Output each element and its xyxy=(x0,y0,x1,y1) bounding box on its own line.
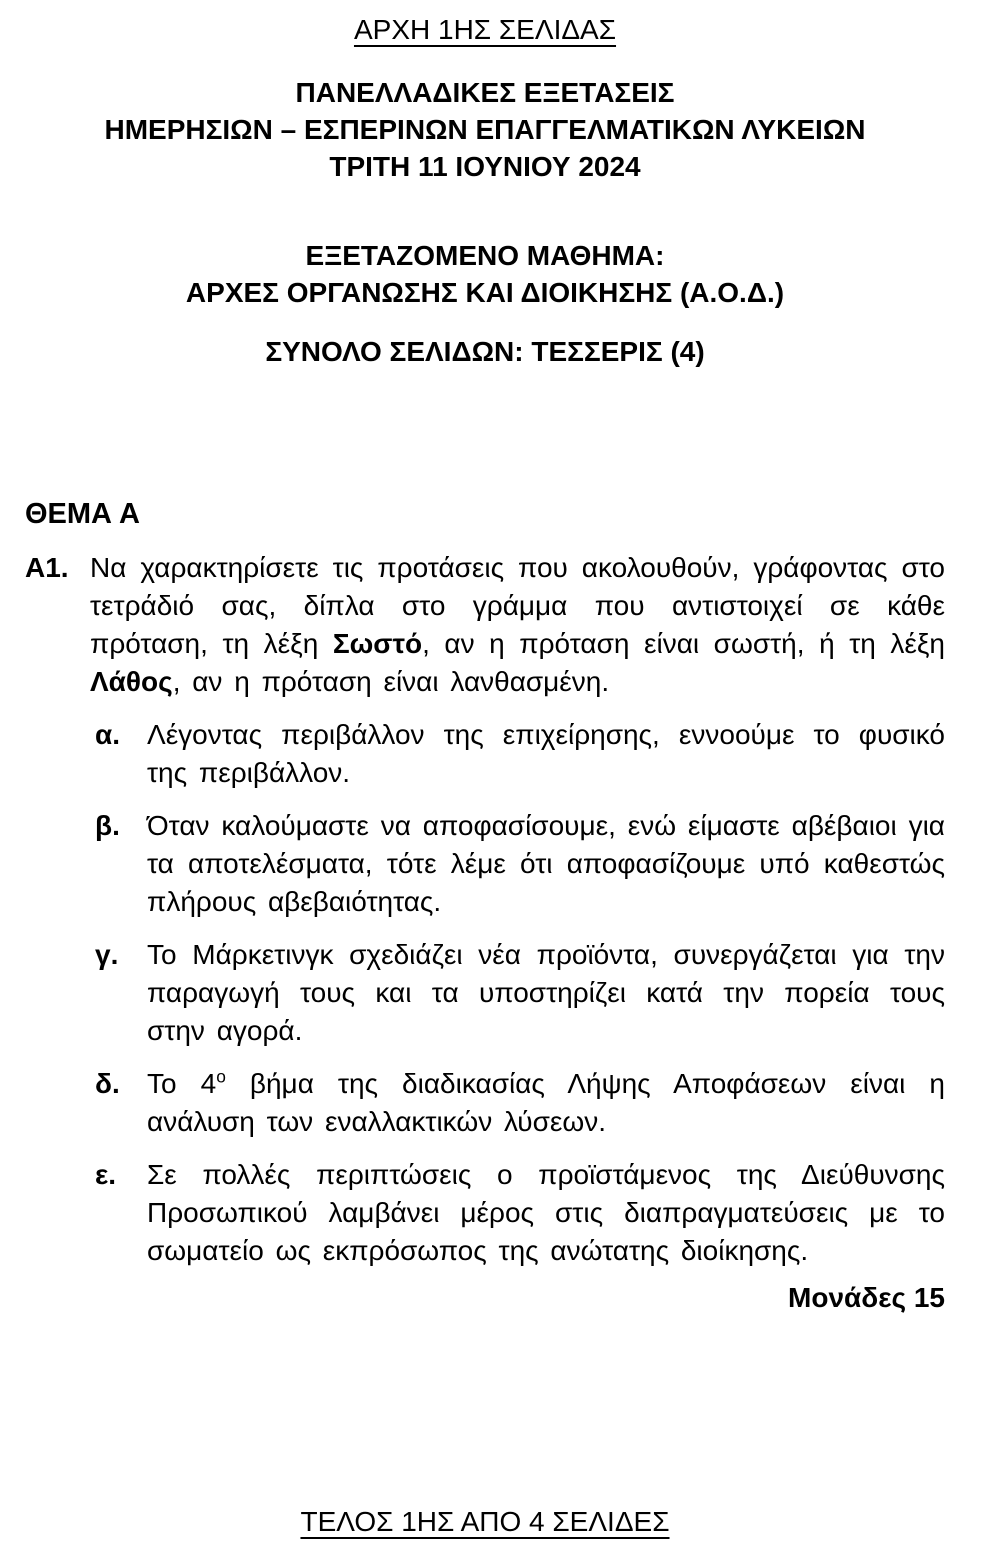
statement-item-delta-text-after: βήμα της διαδικασίας Λήψης Αποφάσεων είναι η ανάλυση των εναλλακτικών λύσεων. xyxy=(147,1068,945,1137)
statement-item-delta-label: δ. xyxy=(95,1068,120,1099)
page-start-marker-text: ΑΡΧΗ 1ΗΣ ΣΕΛΙΔΑΣ xyxy=(353,14,617,45)
points-row xyxy=(25,1282,945,1314)
statement-item-delta-text-before: Το 4 xyxy=(147,1068,217,1099)
exam-title-block xyxy=(25,74,945,185)
points-value: Μονάδες 15 xyxy=(788,1282,945,1313)
statement-item-epsilon-text: Σε πολλές περιπτώσεις ο προϊστάμενος της Διεύθυνσης Προσωπικού λαμβάνει μέρος στις διαπραγματεύσεις με το σωματείο ως εκπρόσωπος της ανώτατης διοίκησης. xyxy=(147,1159,945,1266)
statement-item-beta-text: Όταν καλούμαστε να αποφασίσουμε, ενώ είμαστε αβέβαιοι για τα αποτελέσματα, τότε λέμε ότι αποφασίζουμε υπό καθεστώς πλήρους αβεβαιότητας. xyxy=(147,810,945,917)
statement-item-beta-label: β. xyxy=(95,810,120,841)
page-start-marker xyxy=(25,14,945,46)
statement-item-alpha-label: α. xyxy=(95,719,120,750)
exam-date: ΤΡΙΤΗ 11 ΙΟΥΝΙΟΥ 2024 xyxy=(329,151,641,182)
page-end-marker xyxy=(25,1506,945,1538)
question-a1-intro-part: Να χαρακτηρίσετε τις προτάσεις που ακολουθούν, γράφοντας στο τετράδιό σας, δίπλα στο γράμμα που αντιστοιχεί σε κάθε πρόταση, τη λέξη xyxy=(90,552,945,659)
statement-item-gamma-text: Το Μάρκετινγκ σχεδιάζει νέα προϊόντα, συνεργάζεται για την παραγωγή τους και τα υποστηρίζει κατά την πορεία τους στην αγορά. xyxy=(147,939,945,1046)
statement-item-delta-ordinal-sup: ο xyxy=(216,1066,226,1087)
statement-item-alpha-text: Λέγοντας περιβάλλον της επιχείρησης, εννοούμε το φυσικό της περιβάλλον. xyxy=(147,719,945,788)
exam-title-line2: ΗΜΕΡΗΣΙΩΝ – ΕΣΠΕΡΙΝΩΝ ΕΠΑΓΓΕΛΜΑΤΙΚΩΝ ΛΥΚΕΙΩΝ xyxy=(104,114,866,145)
statement-item-epsilon xyxy=(95,1156,945,1270)
statement-item-epsilon-label: ε. xyxy=(95,1159,117,1190)
statement-list xyxy=(95,716,945,1270)
statement-item-beta xyxy=(95,807,945,921)
page-end-marker-text: ΤΕΛΟΣ 1ΗΣ ΑΠΟ 4 ΣΕΛΙΔΕΣ xyxy=(300,1506,670,1537)
question-a1-keyword-correct: Σωστό xyxy=(332,628,423,659)
question-a1 xyxy=(25,549,945,701)
question-a1-intro-part: , αν η πρόταση είναι σωστή, ή τη λέξη xyxy=(422,628,946,659)
question-a1-intro-part: , αν η πρόταση είναι λανθασμένη. xyxy=(172,666,610,697)
subject-label: ΕΞΕΤΑΖΟΜΕΝΟ ΜΑΘΗΜΑ: xyxy=(305,240,665,271)
statement-item-alpha xyxy=(95,716,945,792)
statement-item-delta xyxy=(95,1065,945,1141)
question-a1-keyword-wrong: Λάθος xyxy=(90,666,173,697)
pages-total: ΣΥΝΟΛΟ ΣΕΛΙΔΩΝ: ΤΕΣΣΕΡΙΣ (4) xyxy=(265,336,705,367)
subject-name: ΑΡΧΕΣ ΟΡΓΑΝΩΣΗΣ ΚΑΙ ΔΙΟΙΚΗΣΗΣ (Α.Ο.Δ.) xyxy=(185,277,785,308)
theme-a-heading: ΘΕΜΑ Α xyxy=(25,498,140,530)
subject-block xyxy=(25,237,945,370)
statement-item-gamma xyxy=(95,936,945,1050)
question-a1-label: Α1. xyxy=(25,552,69,583)
exam-title-line1: ΠΑΝΕΛΛΑΔΙΚΕΣ ΕΞΕΤΑΣΕΙΣ xyxy=(295,77,675,108)
statement-item-gamma-label: γ. xyxy=(95,939,119,970)
